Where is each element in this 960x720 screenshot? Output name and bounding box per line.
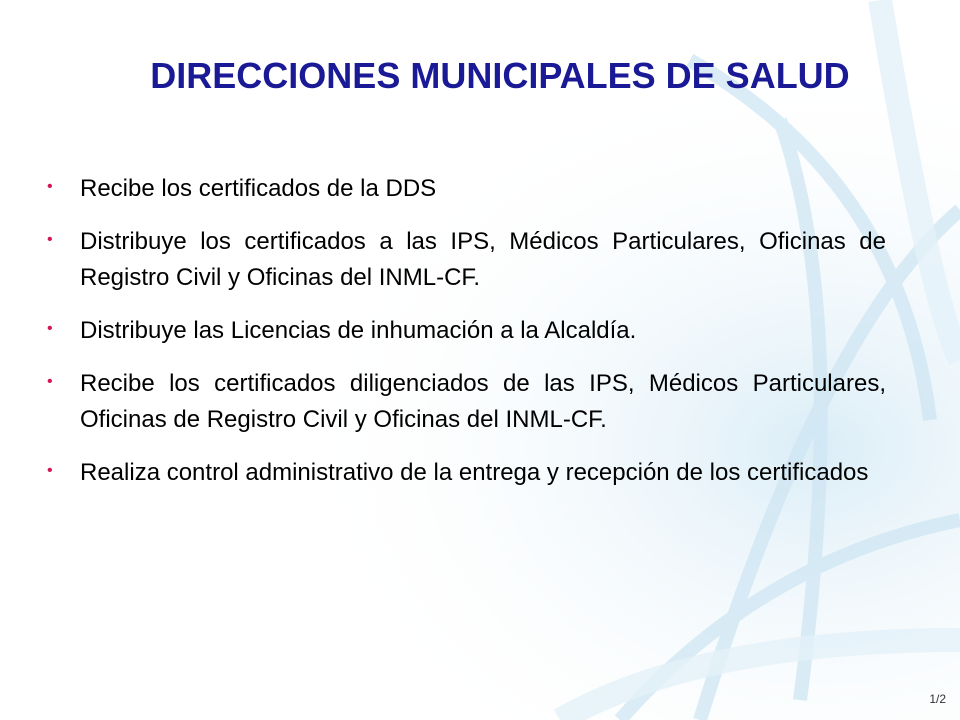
slide-title: DIRECCIONES MUNICIPALES DE SALUD (150, 55, 850, 96)
bullet-dot-icon: • (47, 320, 53, 337)
bullet-item-4 (47, 366, 886, 438)
bullet-text: Realiza control administrativo de la entrega y recepción de los certificados (80, 459, 869, 486)
bullet-item-2 (47, 224, 886, 296)
bullet-text: Recibe los certificados diligenciados de las IPS, Médicos Particulares, Oficinas de Registro Civil y Oficinas del INML-CF. (80, 370, 886, 433)
bullet-text: Distribuye los certificados a las IPS, Médicos Particulares, Oficinas de Registro Civil y Oficinas del INML-CF. (80, 228, 886, 291)
page-number: 1/2 (929, 692, 946, 706)
bullet-text: Distribuye las Licencias de inhumación a la Alcaldía. (80, 317, 637, 344)
bullet-dot-icon: • (47, 462, 53, 479)
bullet-list (47, 171, 886, 508)
bullet-item-5 (47, 455, 886, 491)
bullet-item-3 (47, 313, 886, 349)
bullet-dot-icon: • (47, 231, 53, 248)
bullet-dot-icon: • (47, 373, 53, 390)
bullet-item-1 (47, 171, 886, 207)
bullet-text: Recibe los certificados de la DDS (80, 175, 437, 202)
bullet-dot-icon: • (47, 178, 53, 195)
